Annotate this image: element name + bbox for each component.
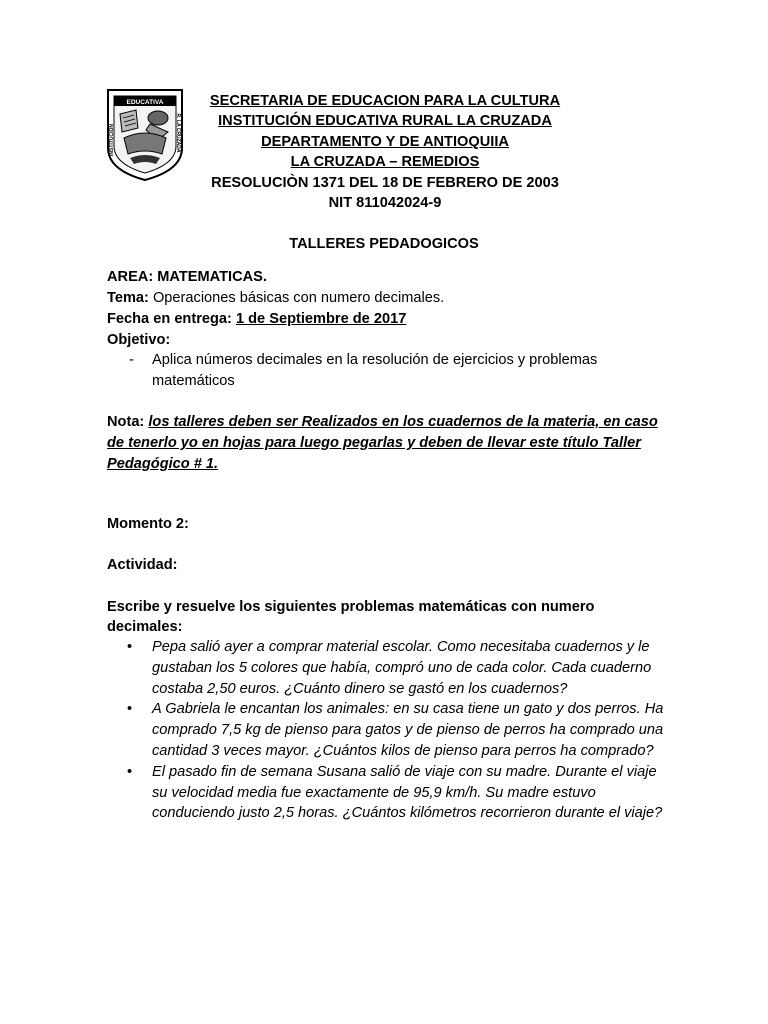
list-item: [107, 762, 667, 824]
actividad-heading: Actividad:: [107, 557, 178, 573]
header-line-nit: NIT 811042024-9: [328, 195, 442, 212]
svg-text:R. LA CRUZADA: R. LA CRUZADA: [175, 113, 181, 153]
dash-bullet: -: [129, 352, 134, 368]
fecha-label: Fecha en entrega:: [107, 311, 232, 327]
area-line: AREA: MATEMATICAS.: [107, 269, 267, 285]
nota-paragraph: [107, 412, 667, 475]
header-line-departamento: DEPARTAMENTO Y DE ANTIOQUIIA: [261, 133, 509, 150]
tema-line: [107, 288, 667, 309]
list-item: [107, 637, 667, 699]
objetivo-line-2: matemáticos: [152, 373, 235, 389]
bullet-icon: •: [127, 639, 133, 655]
header-line-municipio: LA CRUZADA – REMEDIOS: [290, 154, 480, 171]
instruction-line-1: Escribe y resuelve los siguientes problemas matemáticas con numero: [107, 599, 595, 615]
objetivo-line-1: Aplica números decimales en la resolución de ejercicios y problemas: [152, 352, 598, 368]
school-crest-icon: [106, 88, 184, 182]
nota-text: los talleres deben ser Realizados en los cuadernos de la materia, en caso de tenerlo yo en hojas para luego pegarlas y deben de llevar este título Taller Pedagógico # 1.: [107, 414, 658, 472]
list-item: [107, 699, 667, 761]
bullet-icon: •: [127, 763, 133, 780]
fecha-value: 1 de Septiembre de 2017: [235, 311, 407, 327]
momento-heading: Momento 2:: [107, 516, 189, 532]
tema-label: Tema:: [107, 290, 149, 306]
problem-text: A Gabriela le encantan los animales: en su casa tiene un gato y dos perros. Ha comprado 7,5 kg de pienso para gatos y de pienso de perros ha comprado una cantidad 3 veces mayor. ¿Cuántos kilos de pienso para perros ha comprado?: [152, 701, 664, 759]
problems-list: [107, 637, 667, 824]
workshop-title: TALLERES PEDADOGICOS: [289, 236, 479, 252]
header-line-resolucion: RESOLUCIÒN 1371 DEL 18 DE FEBRERO DE 2003: [211, 174, 559, 191]
fecha-line: [107, 309, 667, 330]
header-line-secretaria: SECRETARIA DE EDUCACION PARA LA CULTURA: [209, 93, 561, 109]
svg-text:EDUCATIVA: EDUCATIVA: [126, 99, 164, 106]
instruction-line-2: decimales:: [107, 619, 183, 635]
tema-value: Operaciones básicas con numero decimales.: [148, 290, 445, 306]
nota-label: Nota:: [107, 414, 145, 430]
problem-text: El pasado fin de semana Susana salió de viaje con su madre. Durante el viaje su velocidad media fue exactamente de 95,9 km/h. Su madre estuvo conduciendo justo 2,5 horas. ¿Cuántos kilómetros recorrieron durante el viaje?: [152, 763, 663, 822]
objetivo-label: Objetivo:: [107, 332, 171, 348]
svg-text:INSTITUCION: INSTITUCION: [109, 124, 115, 156]
problem-text: Pepa salió ayer a comprar material escolar. Como necesitaba cuadernos y le gustaban los 5 colores que había, compró uno de cada color. Cada cuaderno costaba 2,50 euros. ¿Cuánto dinero se gastó en los cuadernos?: [152, 639, 652, 697]
header-line-institucion: INSTITUCIÓN EDUCATIVA RURAL LA CRUZADA: [218, 113, 552, 130]
document-header: [180, 91, 590, 213]
bullet-icon: •: [127, 701, 133, 718]
